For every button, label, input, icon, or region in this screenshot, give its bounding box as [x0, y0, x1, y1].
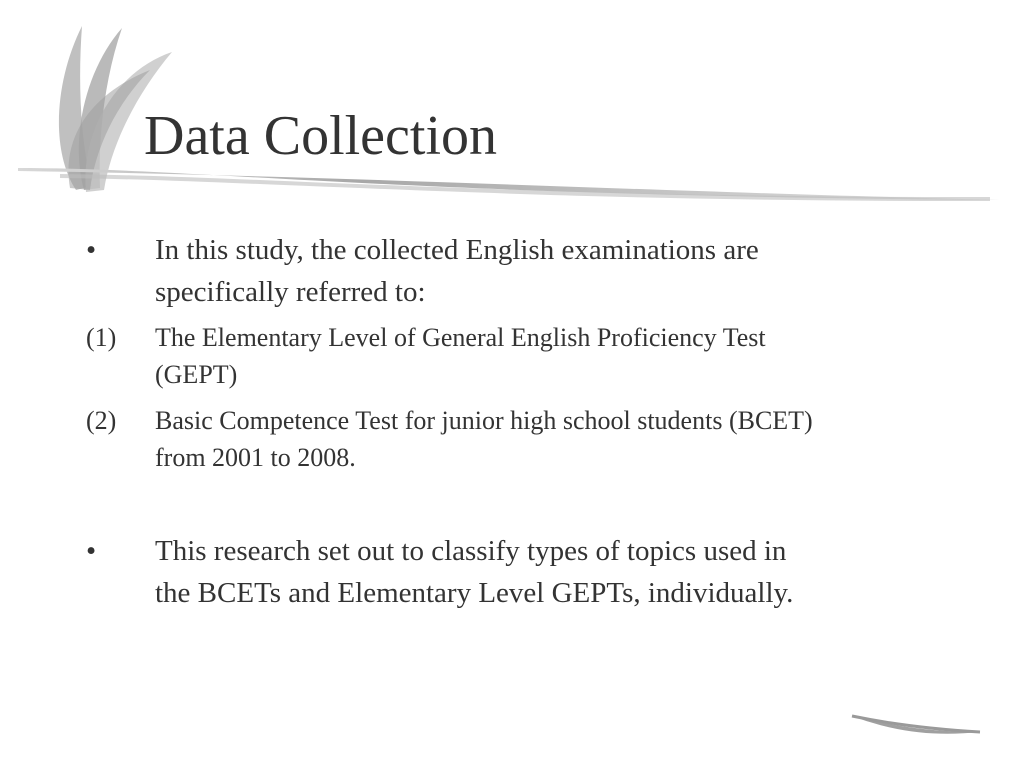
numbered-text-line: from 2001 to 2008. — [155, 443, 356, 472]
bullet-text-line: In this study, the collected English examinations are — [155, 234, 759, 266]
numbered-text-line: The Elementary Level of General English Proficiency Test — [155, 323, 766, 352]
number-marker: (1) — [86, 323, 117, 352]
bullet-text-line: This research set out to classify types of topics used in — [155, 535, 787, 567]
numbered-text-line: Basic Competence Test for junior high school students (BCET) — [155, 406, 813, 435]
numbered-text-line: (GEPT) — [155, 360, 238, 389]
bullet-text-line: specifically referred to: — [155, 276, 426, 308]
slide-title: Data Collection — [144, 105, 498, 167]
bullet-marker: • — [86, 234, 97, 266]
bullet-text-line: the BCETs and Elementary Level GEPTs, individually. — [155, 577, 794, 609]
number-marker: (2) — [86, 406, 117, 435]
bullet-marker: • — [86, 535, 97, 567]
